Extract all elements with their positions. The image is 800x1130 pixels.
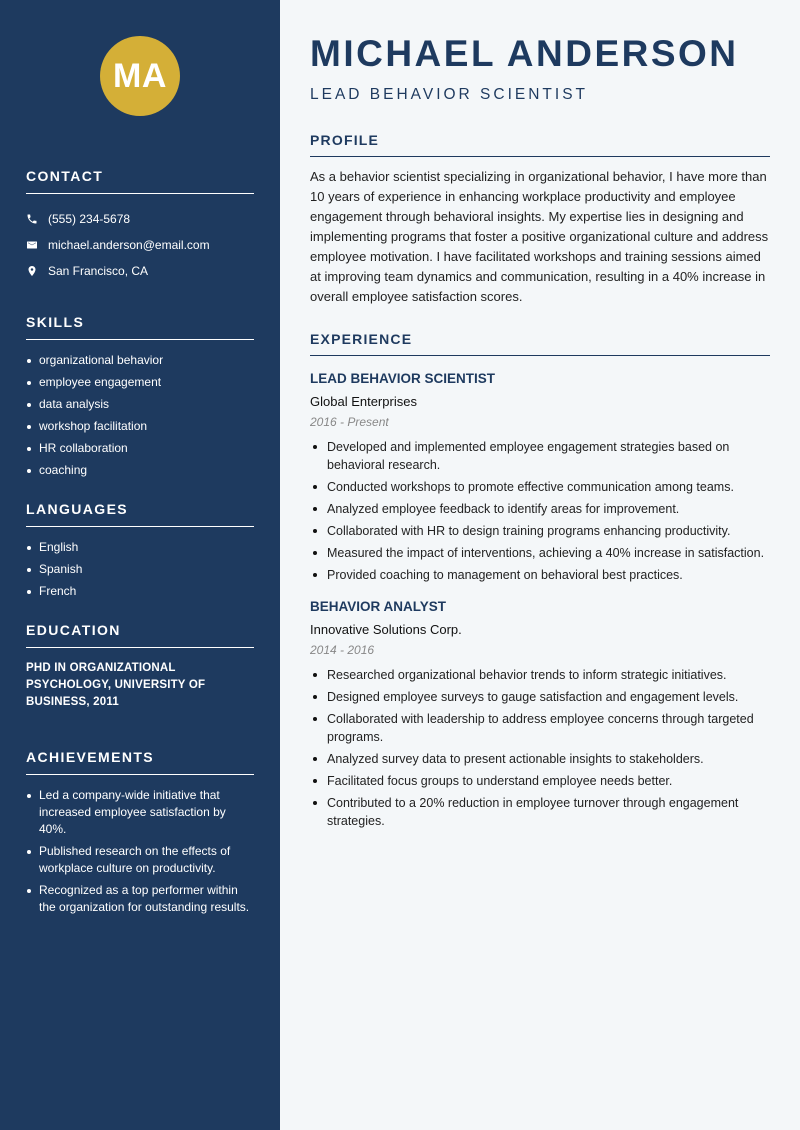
- achievements-section: [26, 749, 254, 916]
- main-content: [280, 0, 800, 1130]
- job-role: BEHAVIOR ANALYST: [310, 599, 447, 614]
- job-bullet: Developed and implemented employee engagement strategies based on behavioral research.: [310, 438, 770, 474]
- contact-section: [26, 168, 254, 284]
- location-text: San Francisco, CA: [48, 264, 149, 278]
- job-bullets: [310, 666, 770, 830]
- achievement-item: Published research on the effects of workplace culture on productivity.: [26, 843, 254, 877]
- candidate-name: MICHAEL ANDERSON: [310, 33, 739, 74]
- experience-heading: EXPERIENCE: [310, 331, 770, 356]
- achievements-list: [26, 787, 254, 916]
- skill-item: coaching: [26, 462, 254, 479]
- education-heading: EDUCATION: [26, 622, 254, 648]
- experience-section: [310, 331, 770, 830]
- contact-heading: CONTACT: [26, 168, 254, 194]
- job-bullet: Designed employee surveys to gauge satisfaction and engagement levels.: [310, 688, 770, 706]
- skill-item: employee engagement: [26, 374, 254, 391]
- phone-icon: [26, 213, 48, 225]
- language-item: English: [26, 539, 254, 556]
- job-bullets: [310, 438, 770, 584]
- job-company: Global Enterprises: [310, 394, 417, 409]
- skill-item: workshop facilitation: [26, 418, 254, 435]
- job-bullet: Analyzed employee feedback to identify areas for improvement.: [310, 500, 770, 518]
- skills-section: [26, 314, 254, 479]
- job-bullet: Measured the impact of interventions, achieving a 40% increase in satisfaction.: [310, 544, 770, 562]
- skill-item: data analysis: [26, 396, 254, 413]
- contact-location: [26, 258, 254, 284]
- email-text: michael.anderson@email.com: [48, 238, 210, 252]
- profile-heading: PROFILE: [310, 132, 770, 157]
- job-entry: [310, 598, 770, 830]
- languages-section: [26, 501, 254, 600]
- skills-heading: SKILLS: [26, 314, 254, 340]
- sidebar: [0, 0, 280, 1130]
- job-entry: [310, 370, 770, 584]
- job-bullet: Contributed to a 20% reduction in employee turnover through engagement strategies.: [310, 794, 770, 830]
- phone-text: (555) 234-5678: [48, 212, 131, 226]
- language-item: Spanish: [26, 561, 254, 578]
- languages-heading: LANGUAGES: [26, 501, 254, 527]
- language-item: French: [26, 583, 254, 600]
- job-bullet: Collaborated with leadership to address employee concerns through targeted programs.: [310, 710, 770, 746]
- skill-item: organizational behavior: [26, 352, 254, 369]
- job-company: Innovative Solutions Corp.: [310, 622, 462, 637]
- job-bullet: Conducted workshops to promote effective communication among teams.: [310, 478, 770, 496]
- job-role: LEAD BEHAVIOR SCIENTIST: [310, 371, 496, 386]
- profile-section: [310, 132, 770, 307]
- location-pin-icon: [26, 265, 48, 277]
- contact-phone: [26, 206, 254, 232]
- achievements-heading: ACHIEVEMENTS: [26, 749, 254, 775]
- education-section: [26, 622, 254, 711]
- job-dates: 2016 - Present: [310, 415, 389, 429]
- job-bullet: Researched organizational behavior trends to inform strategic initiatives.: [310, 666, 770, 684]
- contact-email: [26, 232, 254, 258]
- avatar: MA: [100, 36, 180, 116]
- job-bullet: Collaborated with HR to design training programs enhancing productivity.: [310, 522, 770, 540]
- languages-list: [26, 539, 254, 600]
- achievement-item: Recognized as a top performer within the organization for outstanding results.: [26, 882, 254, 916]
- achievement-item: Led a company-wide initiative that increased employee satisfaction by 40%.: [26, 787, 254, 838]
- job-bullet: Facilitated focus groups to understand employee needs better.: [310, 772, 770, 790]
- candidate-title: LEAD BEHAVIOR SCIENTIST: [310, 86, 589, 103]
- skills-list: [26, 352, 254, 479]
- skill-item: HR collaboration: [26, 440, 254, 457]
- job-bullet: Analyzed survey data to present actionable insights to stakeholders.: [310, 750, 770, 768]
- job-bullet: Provided coaching to management on behavioral best practices.: [310, 566, 770, 584]
- profile-text: As a behavior scientist specializing in organizational behavior, I have more than 10 years of experience in enhancing workplace productivity and employee engagement through behavioral insights. My expertise lies in designing and implementing programs that foster a positive organizational culture and address employee motivation. I have facilitated workshops and training sessions aimed at improving team dynamics and communication, resulting in a 40% increase in overall employee satisfaction scores.: [310, 169, 769, 304]
- education-text: PHD IN ORGANIZATIONAL PSYCHOLOGY, UNIVERSITY OF BUSINESS, 2011: [26, 662, 206, 708]
- job-dates: 2014 - 2016: [310, 643, 375, 657]
- mail-icon: [26, 239, 48, 251]
